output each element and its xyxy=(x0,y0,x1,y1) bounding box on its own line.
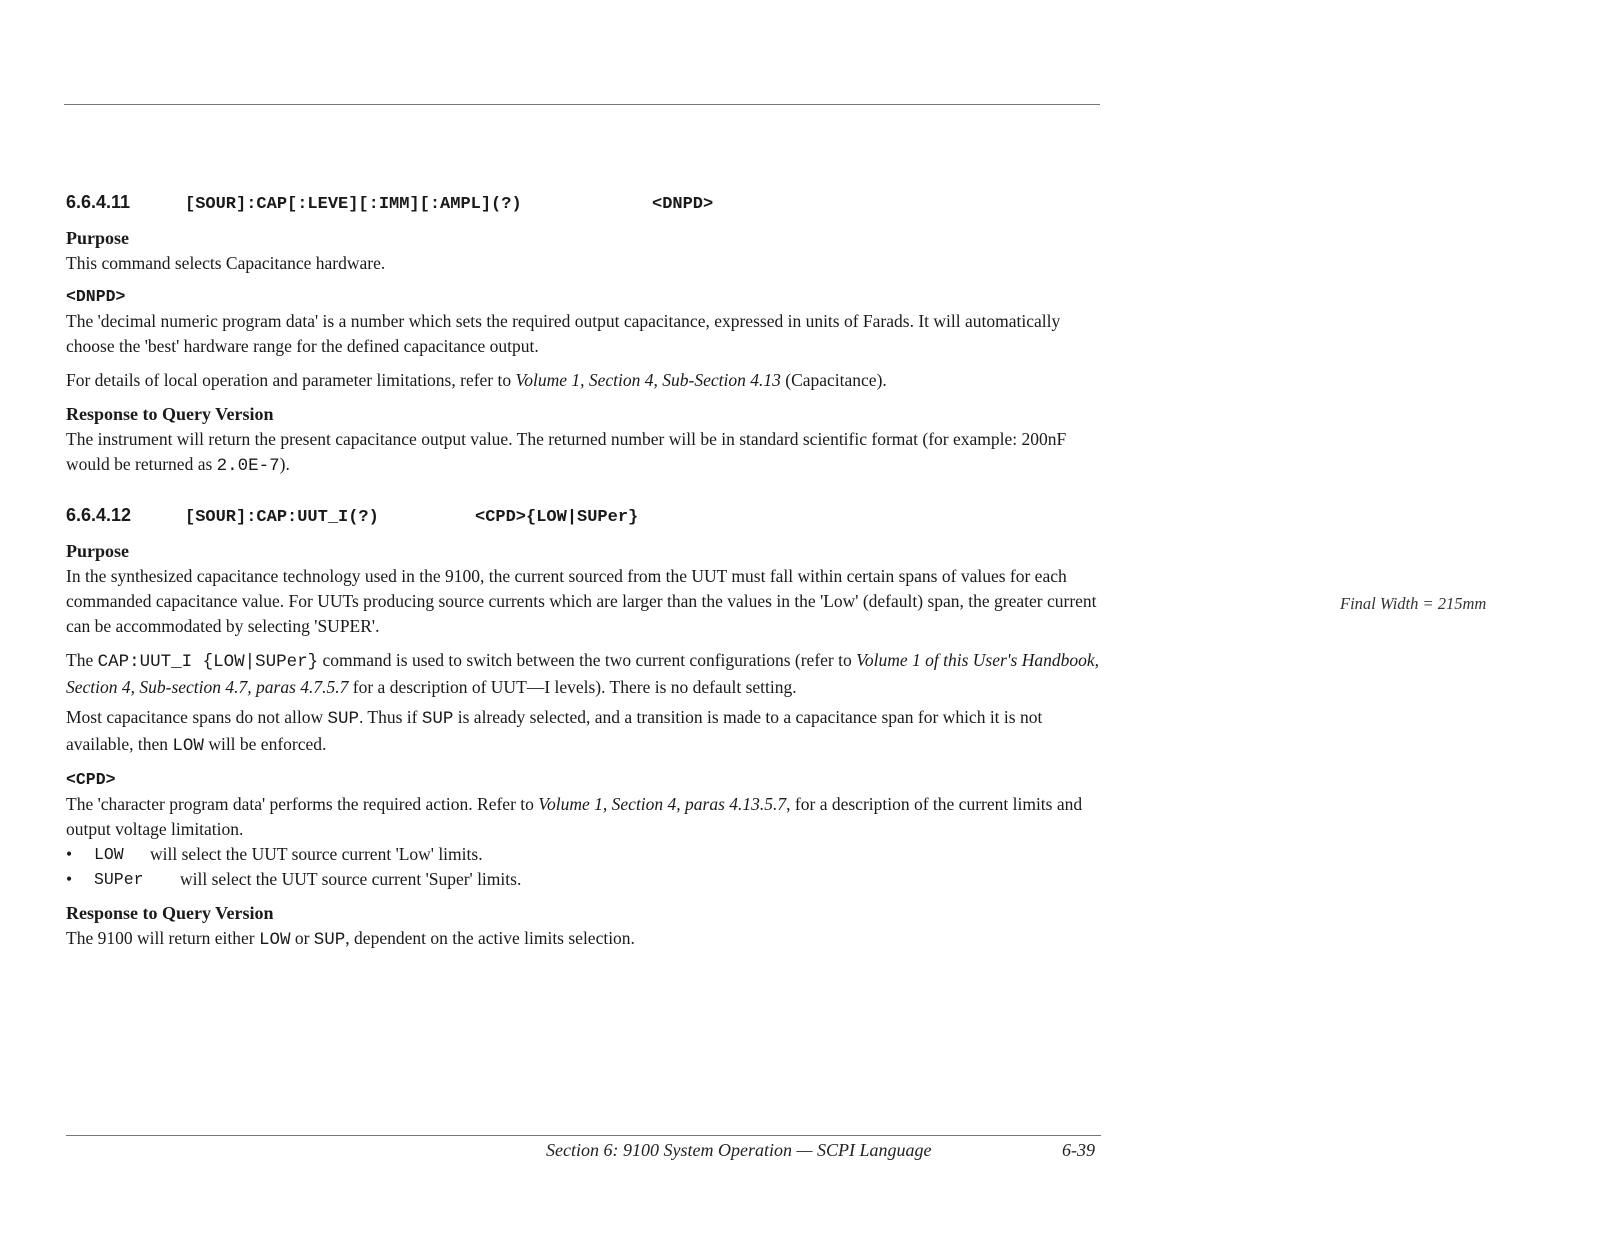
volume-reference: Volume 1 of this User's Handbook, Section 4, Sub-section 4.7, paras 4.7.5.7 xyxy=(66,650,1100,697)
sup-code: SUP xyxy=(313,930,346,950)
bullet-icon: • xyxy=(66,844,73,864)
section-heading-6-6-4-12 xyxy=(66,503,1106,530)
footer-rule xyxy=(66,1135,1101,1136)
section-parameter: <DNPD> xyxy=(652,195,714,214)
purpose-heading: Purpose xyxy=(66,541,129,561)
list-item xyxy=(66,867,1106,892)
cpd-text: The 'character program data' performs the required action. Refer to Volume 1, Section 4, paras 4.13.5.7, for a description of the current limits and output voltage limitation. xyxy=(66,794,1083,839)
query-text: The 9100 will return either LOW or SUP, dependent on the active limits selection. xyxy=(66,928,635,950)
footer-section-title: Section 6: 9100 System Operation — SCPI Language xyxy=(546,1140,932,1160)
sup-code: SUP xyxy=(421,709,454,729)
option-text: will select the UUT source current 'Super' limits. xyxy=(180,869,522,889)
volume-reference: Volume 1, Section 4, paras 4.13.5.7 xyxy=(538,794,787,814)
spans-paragraph: Most capacitance spans do not allow SUP. Thus if SUP is already selected, and a transition is made to a capacitance span for which it is not available, then LOW will be enforced. xyxy=(66,707,1043,756)
query-example-code: 2.0E-7 xyxy=(216,456,280,476)
section-command: [SOUR]:CAP:UUT_I(?) xyxy=(185,508,379,527)
section-command: [SOUR]:CAP[:LEVE][:IMM][:AMPL](?) xyxy=(185,195,522,214)
low-code: LOW xyxy=(172,736,204,756)
header-rule xyxy=(64,104,1100,105)
low-code: LOW xyxy=(258,930,291,950)
purpose-heading: Purpose xyxy=(66,228,129,248)
purpose-text: In the synthesized capacitance technology used in the 9100, the current sourced from the UUT must fall within certain spans of values for each commanded capacitance value. For UUTs producing source currents which are larger than the values in the 'Low' (default) span, the greater current can be accommodated by selecting 'SUPER'. xyxy=(66,566,1097,636)
section-parameter: <CPD>{LOW|SUPer} xyxy=(475,508,639,527)
section-heading-6-6-4-11 xyxy=(66,190,1106,217)
option-text: will select the UUT source current 'Low' limits. xyxy=(150,844,483,864)
query-heading: Response to Query Version xyxy=(66,903,274,923)
option-code: SUPer xyxy=(94,870,144,889)
dnpd-text: The 'decimal numeric program data' is a number which sets the required output capacitance, expressed in units of Farads. It will automatically choose the 'best' hardware range for the defined capacitance output. xyxy=(66,311,1061,356)
cap-uut-i-code: CAP:UUT_I {LOW|SUPer} xyxy=(97,652,319,672)
option-list xyxy=(66,842,1106,892)
cpd-heading: <CPD> xyxy=(66,770,116,789)
bullet-icon: • xyxy=(66,869,73,889)
document-body xyxy=(66,190,1106,953)
sup-code: SUP xyxy=(327,709,359,729)
purpose-text: This command selects Capacitance hardware. xyxy=(66,253,386,273)
details-paragraph: For details of local operation and parameter limitations, refer to Volume 1, Section 4, Sub-Section 4.13 (Capacitance). xyxy=(66,370,887,390)
dnpd-heading: <DNPD> xyxy=(66,287,126,306)
footer-page-number: 6-39 xyxy=(1062,1140,1095,1160)
margin-note: Final Width = 215mm xyxy=(1340,594,1487,613)
uut-i-paragraph: The CAP:UUT_I {LOW|SUPer} command is used to switch between the two current configurations (refer to Volume 1 of this User's Handbook, Section 4, Sub-section 4.7, paras 4.7.5.7 for a description of UUT—I levels). There is no default setting. xyxy=(66,650,1100,697)
list-item xyxy=(66,842,1106,867)
volume-reference: Volume 1, Section 4, Sub-Section 4.13 xyxy=(515,370,781,390)
query-text: The instrument will return the present capacitance output value. The returned number will be in standard scientific format (for example: 200nF would be returned as 2.0E-7). xyxy=(66,429,1067,476)
section-number: 6.6.4.12 xyxy=(66,505,132,525)
query-heading: Response to Query Version xyxy=(66,404,274,424)
section-number: 6.6.4.11 xyxy=(66,192,131,212)
option-code: LOW xyxy=(94,845,124,864)
